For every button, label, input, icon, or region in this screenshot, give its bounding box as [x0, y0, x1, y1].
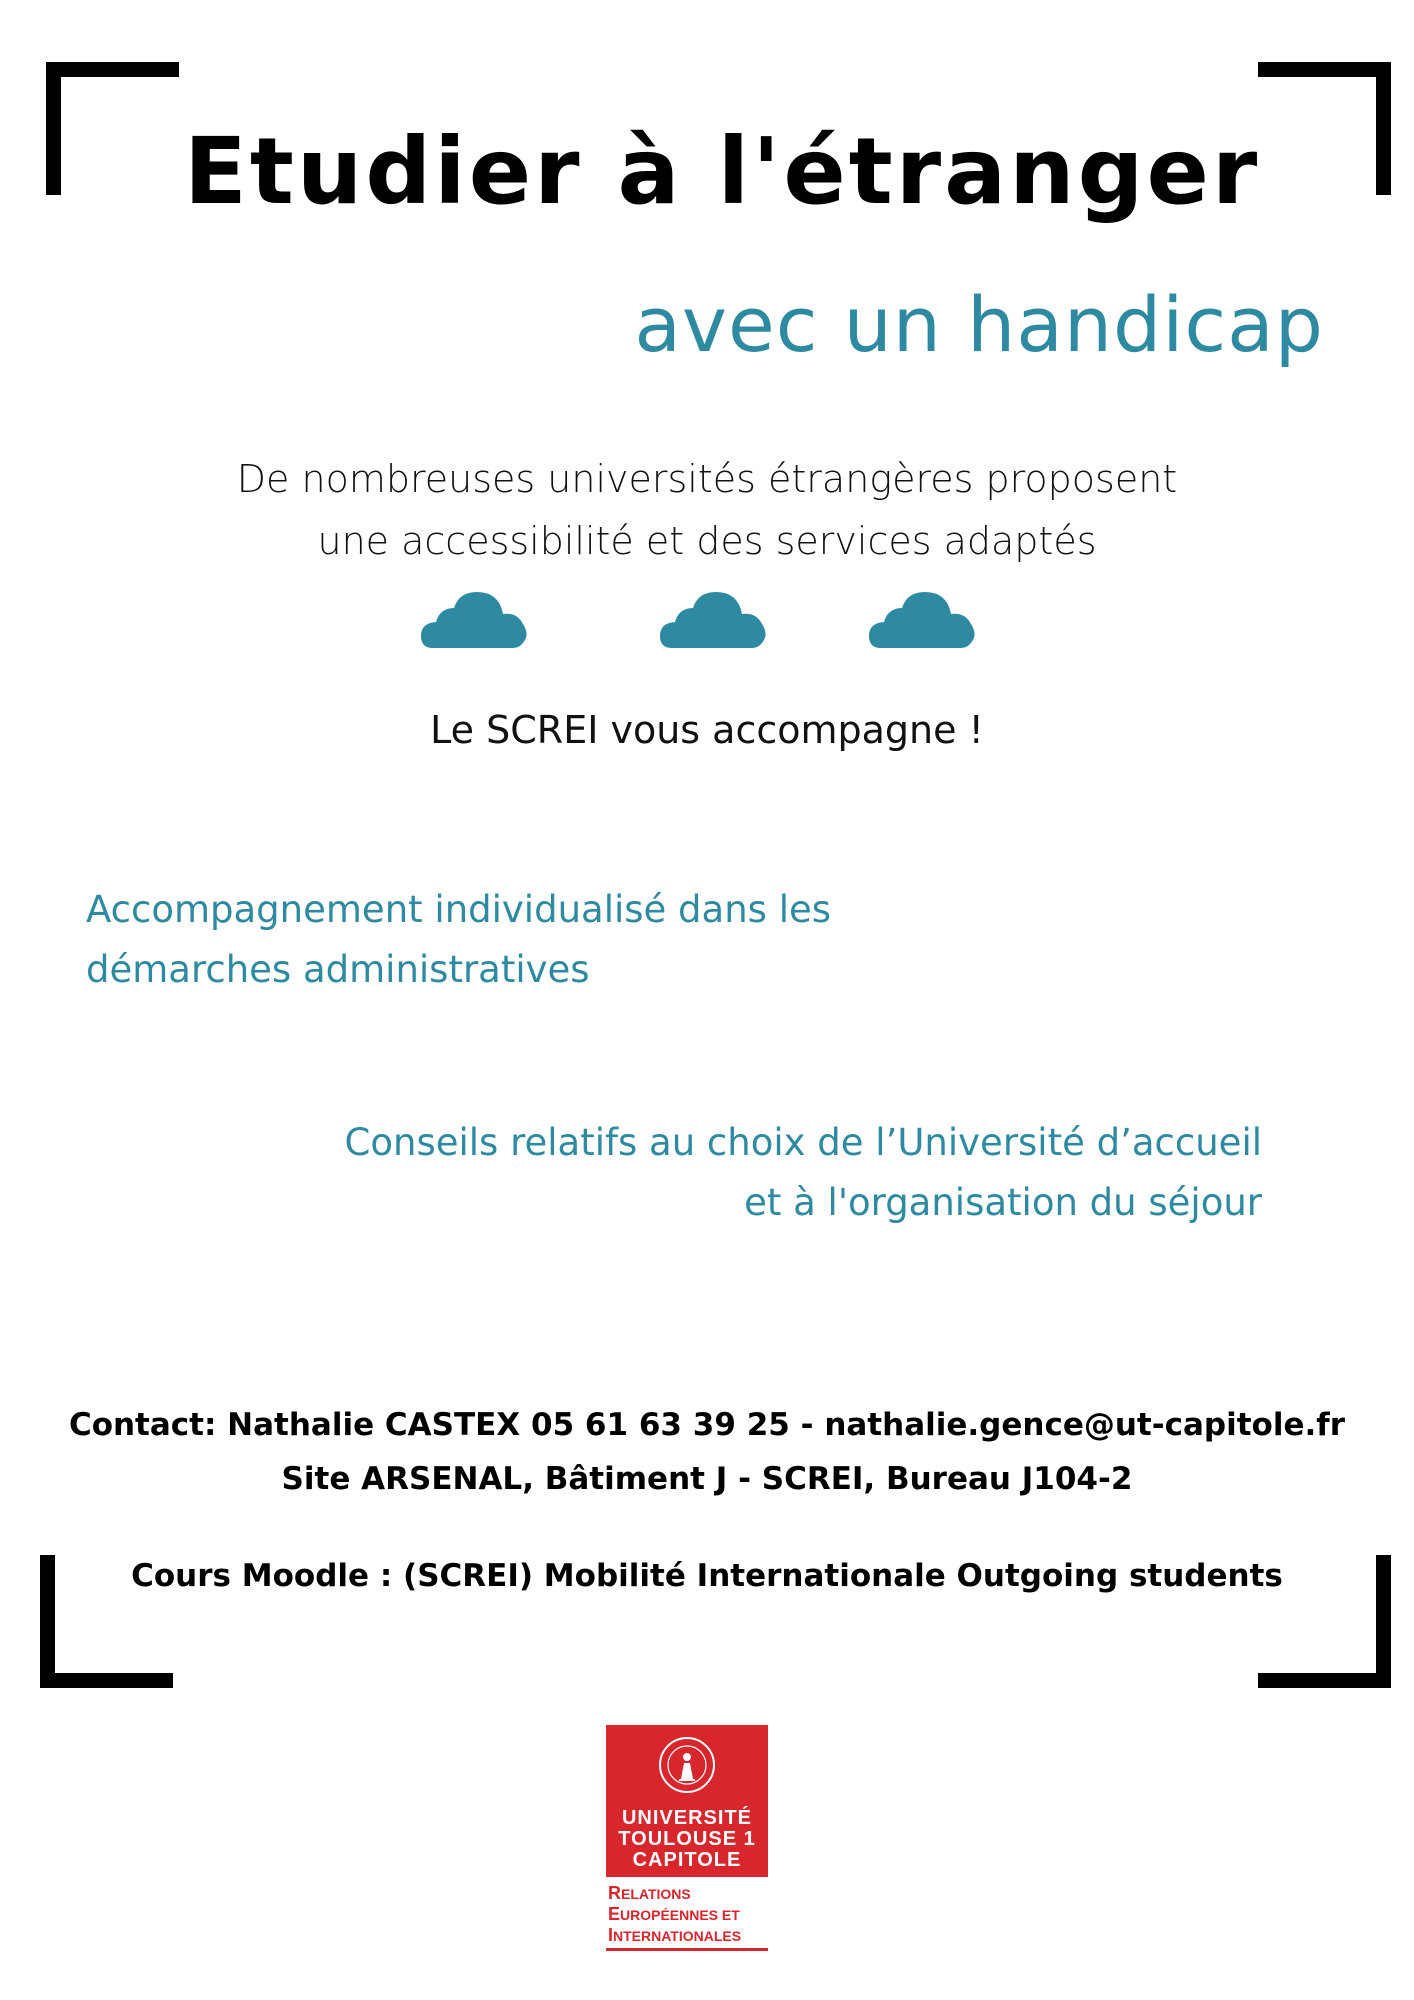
university-logo [606, 1725, 768, 1951]
support-statement: Le SCREI vous accompagne ! [430, 708, 984, 752]
intro-line-2: une accessibilité et des services adaptés [317, 519, 1097, 563]
service-university-advice [345, 1113, 1262, 1233]
intro-text [0, 448, 1414, 572]
logo-sub-line-3: INTERNATIONALES [608, 1925, 742, 1945]
seal-icon [657, 1735, 717, 1795]
logo-red-block [606, 1725, 768, 1877]
contact-line-1: Contact: Nathalie CASTEX 05 61 63 39 25 - nathalie.gence@ut-capitole.fr [68, 1407, 1346, 1443]
contact-block [0, 1398, 1414, 1506]
cloud-icon [419, 590, 529, 650]
moodle-course: Cours Moodle : (SCREI) Mobilité Internationale Outgoing students [131, 1558, 1283, 1594]
contact-line-2: Site ARSENAL, Bâtiment J - SCREI, Bureau J104-2 [281, 1461, 1133, 1497]
page-title: Etudier à l'étranger [184, 118, 1261, 225]
logo-line-3: CAPITOLE [632, 1849, 742, 1871]
logo-sub-line-1: RELATIONS [608, 1883, 691, 1903]
logo-line-2: TOULOUSE 1 [618, 1828, 756, 1850]
intro-line-1: De nombreuses universités étrangères proposent [236, 457, 1178, 501]
service1-line-1: Accompagnement individualisé dans les [86, 888, 832, 931]
page-subtitle: avec un handicap [634, 280, 1324, 369]
service2-line-1: Conseils relatifs au choix de l’Université d’accueil [344, 1121, 1262, 1164]
service-individual-support [86, 880, 831, 1000]
cloud-icon [658, 590, 768, 650]
corner-bracket-top-right [1258, 62, 1391, 195]
logo-sub-line-2: EUROPÉENNES ET [608, 1904, 740, 1924]
logo-subtitle [606, 1883, 768, 1946]
logo-underline [606, 1948, 768, 1951]
service1-line-2: démarches administratives [86, 948, 590, 991]
logo-line-1: UNIVERSITÉ [621, 1807, 753, 1829]
corner-bracket-top-left [46, 62, 179, 195]
service2-line-2: et à l'organisation du séjour [744, 1181, 1262, 1224]
cloud-icon [867, 590, 977, 650]
